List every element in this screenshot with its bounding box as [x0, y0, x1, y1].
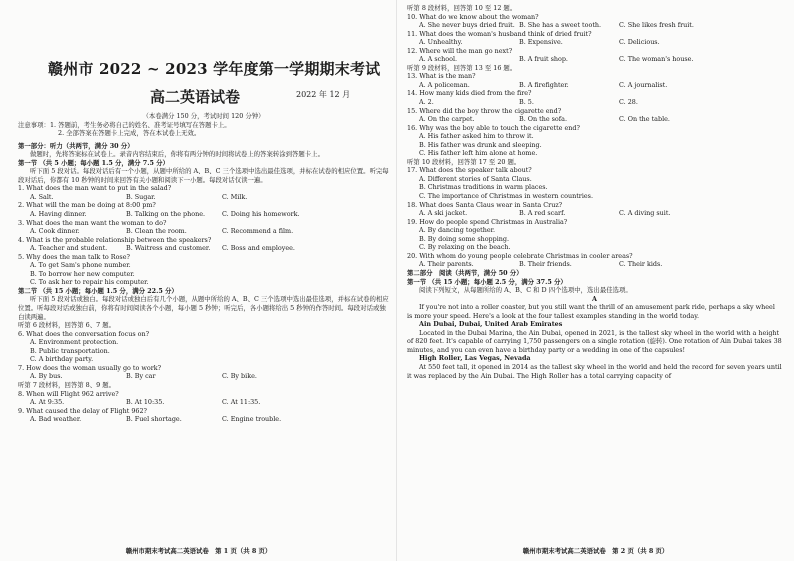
exam-meta: （本卷满分 150 分，考试时间 120 分钟） [142, 112, 265, 120]
option: B. A red scarf. [519, 209, 566, 218]
question-2: 2. What will the man be doing at 8:00 pm? [18, 201, 156, 210]
option: A. His father asked him to throw it. [419, 132, 534, 141]
page-1-content [18, 112, 389, 424]
option: B. To borrow her new computer. [30, 269, 135, 278]
question-14-options [407, 98, 782, 107]
question-11: 11. What does the woman's husband think of dried fruit? [407, 29, 592, 38]
option: C. 28. [619, 98, 638, 107]
question-13: 13. What is the man? [407, 72, 476, 81]
option: A. Having dinner. [30, 210, 87, 219]
option: A. Teacher and student. [30, 244, 108, 253]
question-19: 19. How do people spend Christmas in Australia? [407, 217, 568, 226]
option: A. Their parents. [419, 260, 474, 269]
option: A. By dancing together. [419, 226, 496, 235]
option: C. On the table. [619, 115, 670, 124]
question-15-options [407, 115, 782, 124]
option: C. She likes fresh fruit. [619, 21, 694, 30]
option: A. 2. [419, 98, 434, 107]
option: B. His father was drunk and sleeping. [419, 140, 542, 149]
question-8: 8. When will Flight 962 arrive? [18, 389, 119, 398]
option: C. Recommend a film. [222, 227, 294, 236]
option: C. Doing his homework. [222, 210, 300, 219]
section1-intro: 听下面 5 段对话。每段对话后有一个小题，从题中所给的 A、B、C 三个选项中选出最佳选项，并标在试卷的相应位置。听完每段对话后，你都有 10 秒钟的时间来回答有关小题和阅读下一小题。每段对话仅读一遍。 [18, 167, 389, 184]
question-20-options [407, 260, 782, 269]
question-7: 7. How does the woman usually go to work? [18, 363, 162, 372]
question-1: 1. What does the man want to put in the salad? [18, 184, 172, 193]
option: B. Fuel shortage. [126, 415, 182, 424]
option: C. A diving suit. [619, 209, 671, 218]
page-2-content [407, 4, 782, 380]
question-13-options [407, 81, 782, 90]
question-6: 6. What does the conversation focus on? [18, 329, 150, 338]
part1-heading: 第一部分：听力（共两节，满分 30 分） [18, 141, 134, 150]
question-5: 5. Why does the man talk to Rose? [18, 252, 130, 261]
passage-paragraph: If you're not into a roller coaster, but you still want the thrill of an amusement park ride, perhaps a sky wheel is more your speed. Here's a look at the four tallest examples standing in the world today. [407, 303, 775, 320]
section2-heading: 第二节 （共 15 小题；每小题 1.5 分，满分 22.5 分） [18, 286, 178, 295]
question-12: 12. Where will the man go next? [407, 46, 513, 55]
question-2-options [18, 210, 389, 219]
option: C. At 11:35. [222, 398, 261, 407]
option: B. Waitress and customer. [126, 244, 211, 253]
exam-subtitle: 高二英语试卷 [150, 88, 241, 106]
option: A. Bad weather. [30, 415, 82, 424]
passage-label: A [592, 294, 597, 303]
option: A. A ski jacket. [419, 209, 468, 218]
question-3-options [18, 227, 389, 236]
question-8-options [18, 398, 389, 407]
option: B. A fruit shop. [519, 55, 568, 64]
option: A. On the carpet. [419, 115, 475, 124]
question-7-options [18, 372, 389, 381]
passage-paragraph: At 550 feet tall, it opened in 2014 as the tallest sky wheel in the world and held the record for seven years until it was replaced by the Ain Dubai. The High Roller has a total carrying capacity of [407, 362, 782, 380]
question-18-options [407, 209, 782, 218]
option: B. By doing some shopping. [419, 234, 510, 243]
option: C. A birthday party. [30, 355, 94, 364]
option: A. A school. [419, 55, 458, 64]
option: C. Engine trouble. [222, 415, 282, 424]
option: C. Milk. [222, 192, 248, 201]
page-2-footer: 赣州市期末考试高二英语试卷 第 2 页（共 8 页） [522, 547, 669, 555]
material-9-instruction: 听第 9 段材料，回答第 13 至 16 题。 [407, 63, 517, 72]
option: A. Salt. [30, 192, 54, 201]
option: B. 5. [519, 98, 534, 107]
option: C. Delicious. [619, 38, 660, 47]
page-1-footer: 赣州市期末考试高二英语试卷 第 1 页（共 8 页） [125, 547, 272, 555]
question-20: 20. With whom do young people celebrate Christmas in cooler areas? [407, 251, 633, 260]
option: B. Public transportation. [30, 346, 110, 355]
question-4: 4. What is the probable relationship between the speakers? [18, 235, 212, 244]
option: A. Cook dinner. [30, 227, 80, 236]
exam-title: 赣州市 2022 ~ 2023 学年度第一学期期末考试 [48, 60, 381, 78]
option: C. To ask her to repair his computer. [30, 278, 149, 287]
option: B. She has a sweet tooth. [519, 21, 602, 30]
option: C. By relaxing on the beach. [419, 243, 511, 252]
option: A. Different stories of Santa Claus. [419, 174, 532, 183]
option: B. Clean the room. [126, 227, 187, 236]
material-7-instruction: 听第 7 段材料，回答第 8、9 题。 [18, 380, 116, 389]
option: B. By car [126, 372, 156, 381]
notice-line-1: 注意事项：1. 答题前，考生务必将自己的姓名、准考证号填写在答题卡上。 [18, 120, 231, 129]
option: B. Sugar. [126, 192, 156, 201]
option: B. Christmas traditions in warm places. [419, 183, 548, 192]
option: A. To get Sam's phone number. [30, 261, 131, 270]
part2-heading: 第二部分 阅读（共两节，满分 50 分） [407, 268, 523, 277]
option: C. The woman's house. [619, 55, 694, 64]
option: C. Boss and employee. [222, 244, 295, 253]
section2-intro: 听下面 5 段对话或独白。每段对话或独白后有几个小题，从题中所给的 A、B、C 三个选项中选出最佳选项，并标在试卷的相应位置。听每段对话或独白前，你将有时间阅读各个小题，每小题 5 秒钟；听完后，各小题将给出 5 秒钟的作答时间。每段对话或独白读两遍。 [18, 295, 389, 321]
option: C. The importance of Christmas in western countries. [419, 192, 593, 201]
question-1-options [18, 193, 389, 202]
option: A. Unhealthy. [419, 38, 463, 47]
option: C. A journalist. [619, 80, 668, 89]
question-10-options [407, 21, 782, 30]
option: B. Their friends. [519, 260, 572, 269]
option: A. She never buys dried fruit. [419, 21, 515, 30]
option: B. A firefighter. [519, 80, 569, 89]
question-14: 14. How many kids died from the fire? [407, 89, 532, 98]
section1-heading: 第一节 （共 5 小题；每小题 1.5 分，满分 7.5 分） [18, 158, 169, 167]
material-8-instruction: 听第 8 段材料，回答第 10 至 12 题。 [407, 4, 517, 12]
part1-intro: 做题时，先将答案标在试卷上。录音内容结束后，你将有两分钟的时间将试卷上的答案转涂到答题卡上。 [30, 150, 324, 159]
passage-subheading: Ain Dubai, Dubai, United Arab Emirates [419, 320, 563, 329]
question-9: 9. What caused the delay of Flight 962? [18, 406, 147, 415]
option: A. By bus. [30, 372, 63, 381]
notice-line-2: 2. 全部答案在答题卡上完成，答在本试卷上无效。 [58, 129, 201, 138]
passage-subheading: High Roller, Las Vegas, Nevada [419, 354, 531, 363]
question-3: 3. What does the man want the woman to do? [18, 218, 167, 227]
option: C. His father left him alone at home. [419, 149, 538, 158]
question-4-options [18, 244, 389, 253]
exam-date: 2022 年 12 月 [296, 90, 351, 99]
option: A. At 9:35. [30, 398, 65, 407]
question-18: 18. What does Santa Claus wear in Santa Cruz? [407, 200, 563, 209]
exam-page-2 [397, 0, 794, 561]
question-16: 16. Why was the boy able to touch the cigarette end? [407, 123, 580, 132]
question-9-options [18, 415, 389, 424]
option: A. A policeman. [419, 80, 470, 89]
question-10: 10. What do we know about the woman? [407, 12, 539, 21]
question-15: 15. Where did the boy throw the cigarette end? [407, 106, 562, 115]
option: B. Talking on the phone. [126, 210, 206, 219]
option: A. Environment protection. [30, 338, 119, 347]
option: C. Their kids. [619, 260, 663, 269]
option: B. At 10:35. [126, 398, 165, 407]
option: B. Expensive. [519, 38, 563, 47]
material-10-instruction: 听第 10 段材料，回答第 17 至 20 题。 [407, 157, 521, 166]
question-11-options [407, 38, 782, 47]
question-17: 17. What does the speaker talk about? [407, 166, 532, 175]
option: B. On the sofa. [519, 115, 567, 124]
material-6-instruction: 听第 6 段材料，回答第 6、7 题。 [18, 321, 116, 330]
part2-section1-heading: 第一节 （共 15 小题；每小题 2.5 分，满分 37.5 分） [407, 277, 567, 286]
part2-intro: 阅读下列短文，从每题所给的 A、B、C 和 D 四个选项中，选出最佳选项。 [419, 286, 632, 295]
option: C. By bike. [222, 372, 257, 381]
question-12-options [407, 55, 782, 64]
passage-paragraph: Located in the Dubai Marina, the Ain Dubai, opened in 2021, is the tallest sky wheel in the world with a height of 820 feet. It's capable of carrying 1,750 passengers on a single rotation (旋转). One rotation of Ain Dubai takes 38 minutes, and you can even have a birthday party or a wedding in one of the capsules! [407, 328, 782, 354]
